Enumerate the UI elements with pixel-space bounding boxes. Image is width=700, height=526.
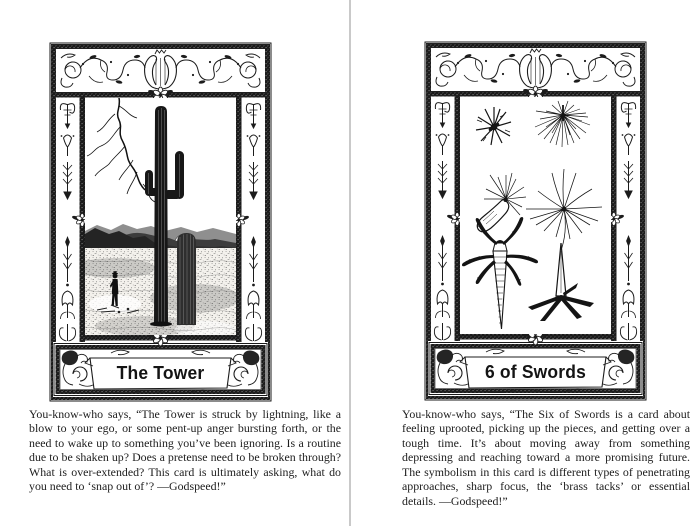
card-title-the-tower: The Tower: [116, 362, 205, 383]
card-title-6-of-swords: 6 of Swords: [484, 361, 587, 382]
tarot-card-the-tower: [49, 42, 272, 402]
tarot-card-6-of-swords: [424, 41, 647, 401]
page-divider-line: [349, 0, 351, 526]
six-of-swords-caption-text: You-know-who says, “The Six of Swords is a card about feeling uprooted, picking up the pieces, and getting over a tough time. It’s about moving away from something depressing and reaching toward a more promising future. The symbolism in this card is different types of penetrating approaches, sharp focus, the ‘brass tacks’ or essential details. —Godspeed!”: [402, 407, 690, 508]
six-of-swords-illustration: [460, 97, 611, 334]
six-of-swords-card-graphic: [424, 41, 647, 401]
tower-illustration: [75, 98, 240, 337]
barrel-cactus-graphic: [177, 233, 196, 325]
tower-card-graphic: [49, 42, 272, 402]
tower-caption-text: You-know-who says, “The Tower is struck by lightning, like a blow to your ego, or some pent-up anger bursting forth, or the need to wake up to something you’ve been ignoring. Is a routine due to be shaken up? Does a pretense need to be broken through? What is over-extended? This card is ultimately asking, what do you need to ‘snap out of’? —Godspeed!”: [29, 407, 341, 494]
